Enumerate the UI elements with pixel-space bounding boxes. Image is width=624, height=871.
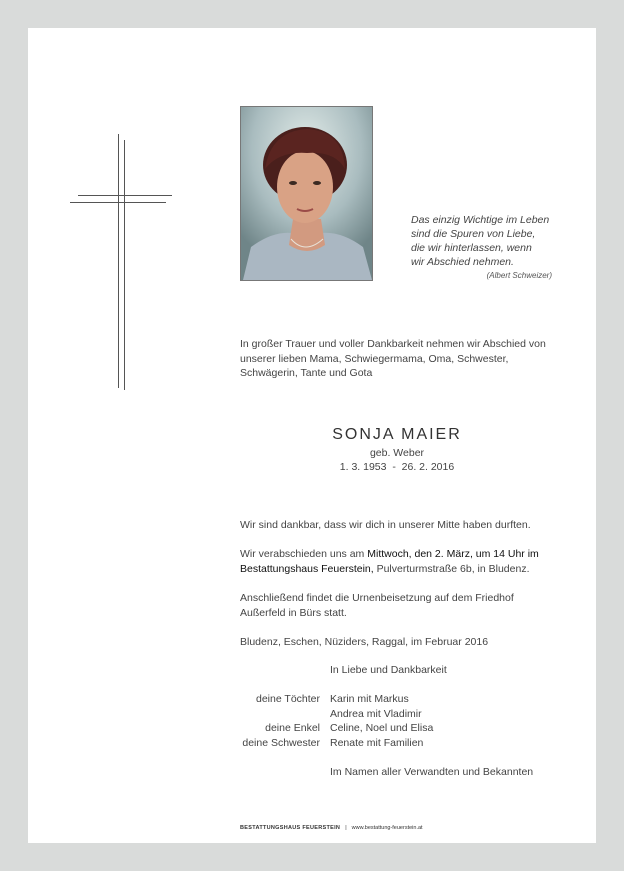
footer xyxy=(240,825,423,831)
intro-text xyxy=(240,337,560,381)
burial-text xyxy=(240,591,562,620)
relative-label: deine Schwester xyxy=(242,737,320,749)
footer-separator: | xyxy=(345,825,347,831)
relative-name: Andrea mit Vladimir xyxy=(330,708,422,720)
portrait-photo xyxy=(240,106,373,281)
place-date: Bludenz, Eschen, Nüziders, Raggal, im Februar 2016 xyxy=(240,636,489,648)
burial-line: Außerfeld in Bürs statt. xyxy=(240,606,347,619)
farewell-date: Mittwoch, den 2. März, um 14 Uhr im xyxy=(367,548,539,560)
quote-line: die wir hinterlassen, wenn xyxy=(411,242,532,254)
closing-text: Im Namen aller Verwandten und Bekannten xyxy=(330,766,534,778)
farewell-location: Bestattungshaus Feuerstein, xyxy=(240,562,374,575)
relative-label: deine Töchter xyxy=(255,693,320,705)
life-dates: 1. 3. 1953 - 26. 2. 2016 xyxy=(339,461,455,473)
quote-line: wir Abschied nehmen. xyxy=(411,256,514,268)
quote xyxy=(411,213,571,269)
footer-brand: BESTATTUNGSHAUS FEUERSTEIN xyxy=(240,825,341,831)
quote-line: Das einzig Wichtige im Leben xyxy=(411,214,550,226)
greeting: In Liebe und Dankbarkeit xyxy=(330,664,447,676)
relative-label: deine Enkel xyxy=(265,722,320,734)
burial-line: Anschließend findet die Urnenbeisetzung auf dem Friedhof xyxy=(240,592,514,604)
intro-line: In großer Trauer und voller Dankbarkeit nehmen wir Abschied von xyxy=(240,338,546,350)
footer-url[interactable]: www.bestattung-feuerstein.at xyxy=(351,825,423,831)
birth-name: geb. Weber xyxy=(369,447,425,459)
intro-line: unserer lieben Mama, Schwiegermama, Oma, Schwester, xyxy=(240,352,509,365)
relative-name: Renate mit Familien xyxy=(330,737,424,749)
farewell-pre: Wir verabschieden uns am xyxy=(240,548,368,560)
intro-line: Schwägerin, Tante und Gota xyxy=(240,367,373,379)
thanks-text: Wir sind dankbar, dass wir dich in unserer Mitte haben durften. xyxy=(240,519,531,531)
deceased-name: SONJA MAIER xyxy=(332,426,462,443)
relative-name: Karin mit Markus xyxy=(330,693,409,705)
farewell-text xyxy=(240,547,562,576)
farewell-address: Pulverturmstraße 6b, in Bludenz. xyxy=(373,562,530,575)
relative-name: Celine, Noel und Elisa xyxy=(330,722,434,734)
quote-line: sind die Spuren von Liebe, xyxy=(411,228,536,240)
quote-author: (Albert Schweizer) xyxy=(486,271,552,280)
